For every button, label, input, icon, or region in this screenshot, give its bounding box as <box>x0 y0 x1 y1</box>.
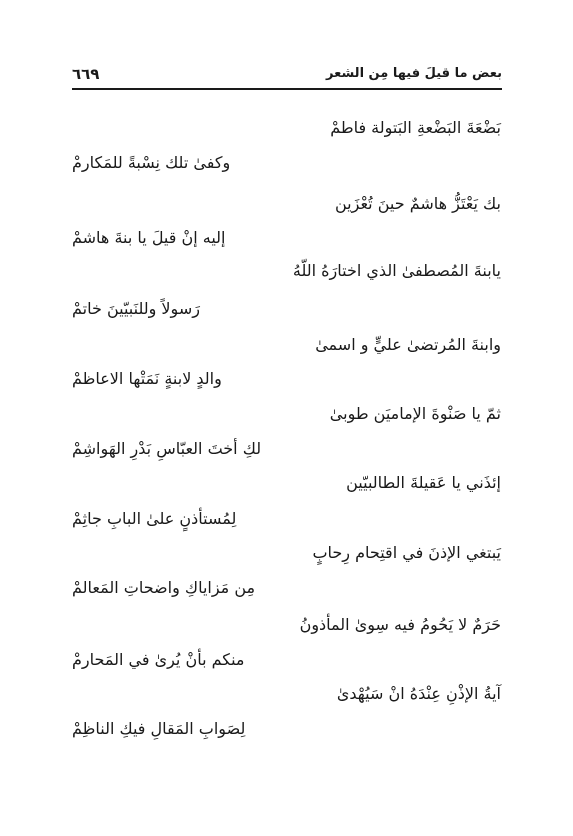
verse-line-13: يَبتغي الإذنَ في اقتِحام رِحابٍ <box>312 543 501 562</box>
verse-line-9: ثمّ يا صَنْوةَ الإماميَن طوبىٰ <box>329 404 501 423</box>
verse-line-5: يابنةَ المُصطفىٰ الذي اختارَهُ اللّهُ <box>292 261 501 280</box>
verse-line-12: لِمُستأذنٍ علىٰ البابِ جاثِمْ <box>72 509 237 528</box>
verse-line-11: إئذَني يا عَقيلةَ الطالبيّين <box>346 473 501 492</box>
running-title: بعض ما قيلَ فيها مِن الشعر <box>326 66 502 81</box>
verse-line-16: منكم بأنْ يُرىٰ في المَحارمْ <box>72 650 245 669</box>
verse-line-17: آيةُ الإذْنِ عِنْدَهُ انْ سَيُهْدىٰ <box>336 684 501 703</box>
verse-line-14: مِن مَزاياكِ واضحاتِ المَعالمْ <box>72 578 256 597</box>
verse-line-2: وكفىٰ تلك نِسْبةً للمَكارمْ <box>72 153 231 172</box>
verse-line-6: رَسولاً وللنَبيّينَ خاتمْ <box>72 299 200 318</box>
verse-line-10: لكِ أختَ العبّاسِ بَدْرِ الهَواشِمْ <box>72 439 262 458</box>
verse-line-8: والدٍ لابنةٍ نَمَتْها الاعاظمْ <box>72 369 222 388</box>
verse-line-18: لِصَوابِ المَقالِ فيكِ الناظِمْ <box>72 719 246 738</box>
verse-line-15: حَرَمٌ لا يَحُومُ فيه سِوىٰ المأذونُ <box>299 615 501 634</box>
verse-line-7: وابنةَ المُرتضىٰ عليٍّ و اسمىٰ <box>315 335 501 354</box>
verse-line-3: بك يَعْتَزُّ هاشمٌ حينَ تُعْزَين <box>334 194 501 213</box>
verse-line-4: إليه إنْ قيلَ يا بنةَ هاشمْ <box>72 228 226 247</box>
verse-line-1: بَضْعَةَ البَضْعةِ البَتولة فاطمْ <box>330 118 501 137</box>
page-number: ٦٦٩ <box>72 65 100 83</box>
